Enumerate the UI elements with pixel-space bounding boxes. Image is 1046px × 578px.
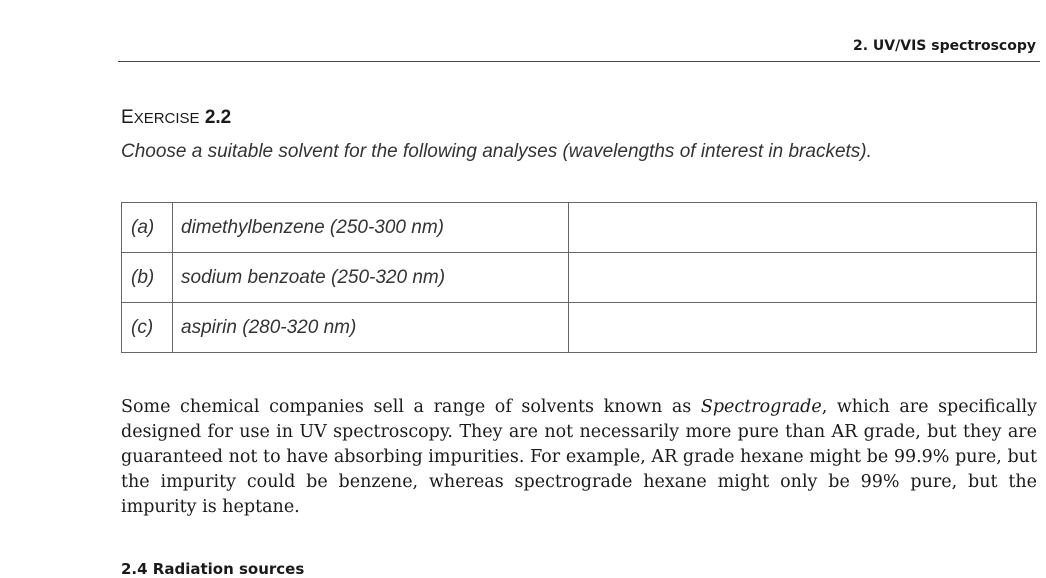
exercise-prompt: Choose a suitable solvent for the following analyses (wavelengths of interest in brackets). [121, 141, 872, 162]
section-heading: 2.4 Radiation sources [121, 560, 305, 578]
exercise-title-initial: E [121, 107, 134, 128]
table-row [122, 303, 1037, 353]
body-paragraph [121, 395, 1037, 520]
table-row [122, 253, 1037, 303]
row-compound: aspirin (280-320 nm) [173, 303, 569, 353]
header-rule [118, 61, 1040, 62]
row-compound: sodium benzoate (250-320 nm) [173, 253, 569, 303]
answer-cell[interactable] [569, 253, 1037, 303]
answer-cell[interactable] [569, 303, 1037, 353]
paragraph-text-end: , which are specifically designed for use in UV spectroscopy. They are not necessarily more pure than AR grade, but they are guaranteed not to have absorbing impurities. For example, AR grade hexane might be 99.9% pure, but the impurity could be benzene, whereas spectrograde hexane might only be 99% pure, but the impurity is heptane. [121, 397, 1037, 517]
row-label: (a) [122, 203, 173, 253]
paragraph-emphasis: Spectrograde [700, 397, 822, 417]
questions-table [121, 202, 1037, 353]
row-compound: dimethylbenzene (250-300 nm) [173, 203, 569, 253]
row-label: (b) [122, 253, 173, 303]
table-row [122, 203, 1037, 253]
exercise-title-rest: XERCISE [133, 110, 200, 127]
running-header: 2. UV/VIS spectroscopy [852, 38, 1036, 54]
answer-cell[interactable] [569, 203, 1037, 253]
row-label: (c) [122, 303, 173, 353]
exercise-title [121, 107, 231, 129]
paragraph-text-start: Some chemical companies sell a range of solvents known as [121, 397, 701, 417]
exercise-number: 2.2 [204, 107, 232, 128]
